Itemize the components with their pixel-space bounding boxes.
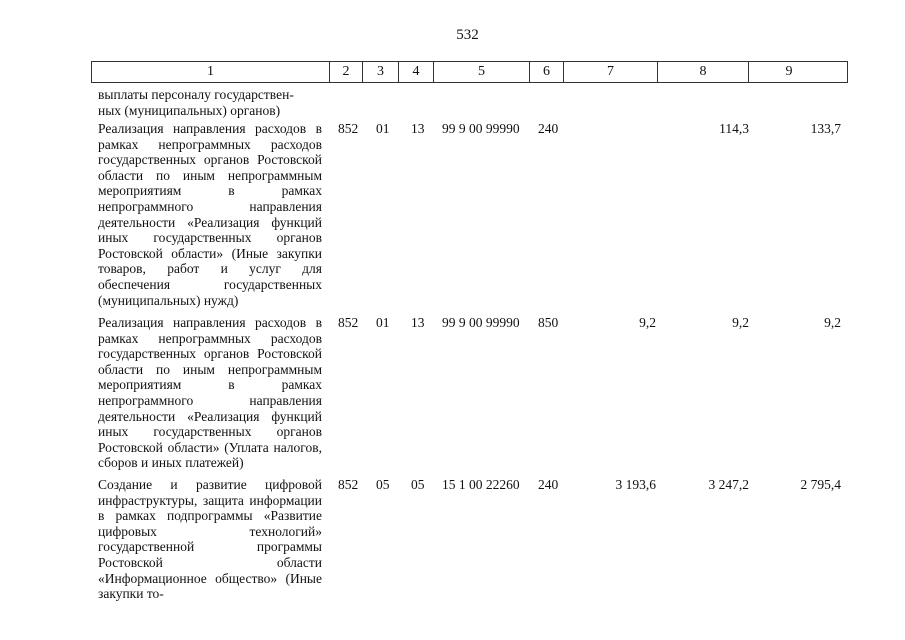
row-value-col-7: 9,2 (639, 315, 656, 330)
row-value-col-9: 2 795,4 (800, 477, 841, 492)
page-number: 532 (456, 27, 479, 43)
row-code-col-5: 15 1 00 22260 (442, 477, 520, 492)
row-code-col-6: 850 (538, 315, 559, 330)
header-col-9: 9 (785, 64, 793, 79)
header-col-3: 3 (363, 62, 399, 82)
row-value-col-8: 114,3 (719, 121, 749, 136)
row-code-col-5: 99 9 00 99990 (442, 315, 520, 330)
row-value-col-8: 9,2 (732, 315, 749, 330)
row-code-col-6: 240 (538, 121, 559, 136)
header-col-1: 1 (92, 62, 330, 82)
row-code-col-3: 01 (376, 121, 390, 136)
row-code-col-3: 05 (376, 477, 390, 492)
table-header (91, 61, 848, 83)
row-code-col-4: 13 (411, 315, 425, 330)
header-col-7: 7 (564, 62, 658, 82)
header-col-8: 8 (658, 62, 749, 82)
header-col-6: 6 (530, 62, 564, 82)
header-col-5: 5 (434, 62, 530, 82)
row-description: Создание и развитие цифровой инфраструктуры, защита информации в рамках подпрограммы «Развитие цифровых технологий» государственной программы Ростовской области «Информационное общество» (Иные закупки то- (98, 477, 322, 602)
row-code-col-5: 99 9 00 99990 (442, 121, 520, 136)
row-description: Реализация направления расходов в рамках непрограммных расходов государственных органов Ростовской области по иным непрограммным мероприятиям в рамках непрограммного направления деятельности «Реализация функций иных государственных органов Ростовской области» (Иные закупки товаров, работ и услуг для обеспечения государственных (муниципальных) нужд) (98, 121, 322, 308)
header-col-2: 2 (330, 62, 363, 82)
row-value-col-9: 133,7 (810, 121, 841, 136)
row-code-col-2: 852 (338, 477, 359, 492)
row-code-col-3: 01 (376, 315, 390, 330)
row-value-col-8: 3 247,2 (708, 477, 749, 492)
row-description: выплаты персоналу государствен- ных (муниципальных) органов) (98, 87, 294, 118)
row-value-col-9: 9,2 (824, 315, 841, 330)
row-value-col-7: 3 193,6 (615, 477, 656, 492)
row-code-col-4: 13 (411, 121, 425, 136)
row-code-col-2: 852 (338, 315, 359, 330)
row-code-col-2: 852 (338, 121, 359, 136)
row-code-col-4: 05 (411, 477, 425, 492)
header-col-4: 4 (399, 62, 434, 82)
row-description: Реализация направления расходов в рамках непрограммных расходов государственных органов Ростовской области по иным непрограммным мероприятиям в рамках непрограммного направления деятельности «Реализация функций иных государственных органов Ростовской области» (Уплата налогов, сборов и иных платежей) (98, 315, 322, 471)
row-code-col-6: 240 (538, 477, 559, 492)
